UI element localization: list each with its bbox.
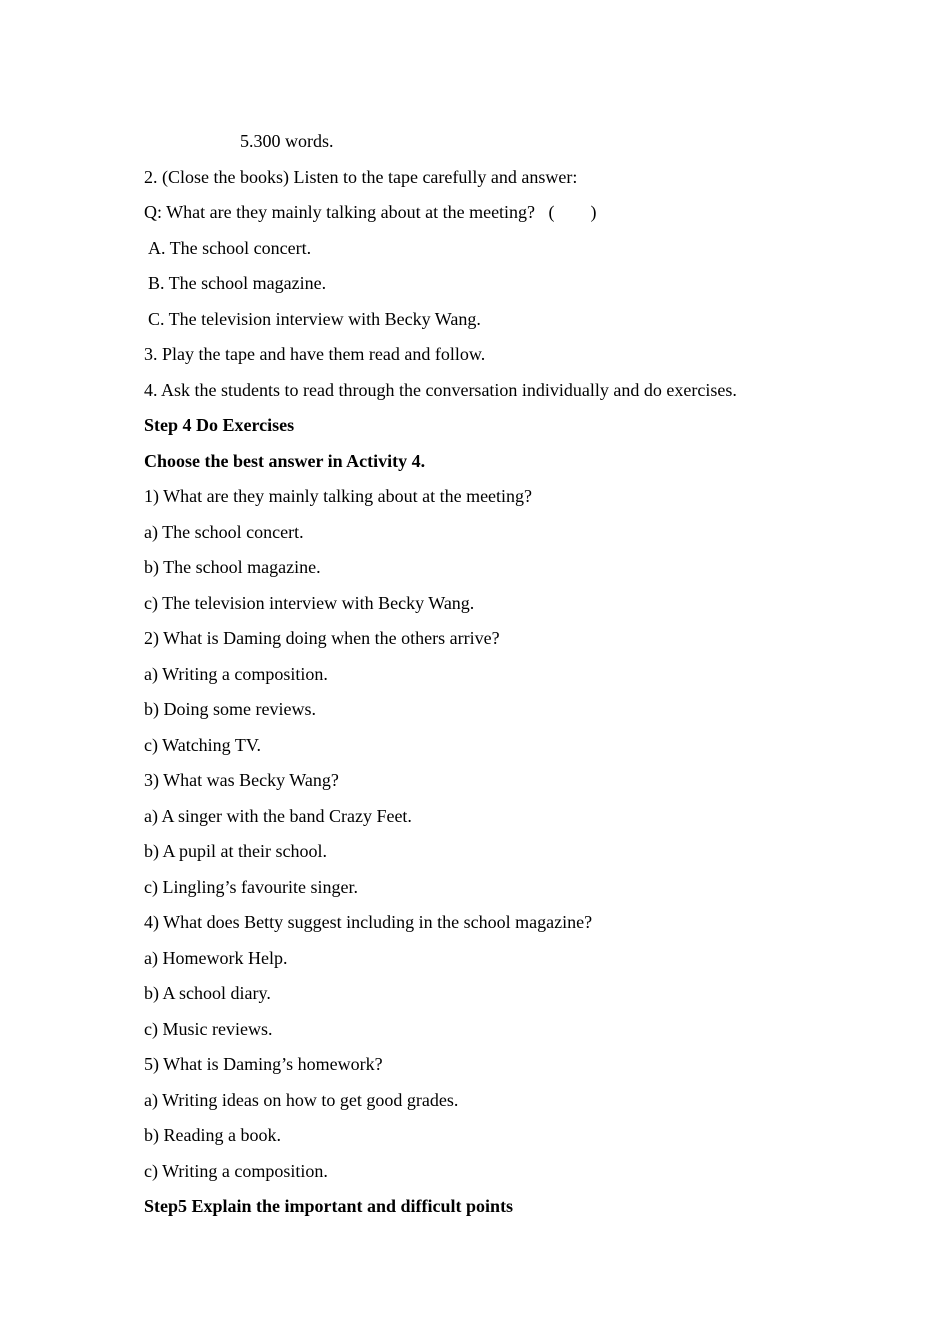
option-line: C. The television interview with Becky Wang. — [148, 308, 481, 329]
option-line: c) Watching TV. — [144, 734, 262, 755]
question-line: 2) What is Daming doing when the others arrive? — [144, 628, 500, 648]
option-line: b) Doing some reviews. — [144, 699, 316, 719]
option-line: a) Writing ideas on how to get good grades. — [144, 1089, 459, 1110]
option-line: b) A school diary. — [144, 983, 271, 1003]
question-line: Q: What are they mainly talking about at the meeting? ( ) — [144, 202, 597, 222]
option-line: c) The television interview with Becky Wang. — [144, 592, 475, 613]
list-continuation-line: 5.300 words. — [240, 131, 334, 151]
exercise-heading: Choose the best answer in Activity 4. — [144, 450, 426, 471]
question-line: 5) What is Daming’s homework? — [144, 1054, 383, 1074]
option-line: B. The school magazine. — [148, 273, 327, 293]
option-line: b) The school magazine. — [144, 557, 321, 577]
instruction-line: 2. (Close the books) Listen to the tape carefully and answer: — [144, 166, 578, 187]
option-line: a) The school concert. — [144, 521, 304, 542]
option-line: c) Music reviews. — [144, 1018, 273, 1039]
section-heading: Step 4 Do Exercises — [144, 415, 295, 435]
option-line: A. The school concert. — [148, 237, 312, 258]
instruction-line: 3. Play the tape and have them read and follow. — [144, 344, 486, 364]
option-line: a) A singer with the band Crazy Feet. — [144, 805, 412, 826]
option-line: b) A pupil at their school. — [144, 841, 327, 861]
question-line: 3) What was Becky Wang? — [144, 770, 339, 790]
option-line: c) Lingling’s favourite singer. — [144, 876, 358, 897]
option-line: c) Writing a composition. — [144, 1160, 328, 1181]
option-line: a) Writing a composition. — [144, 663, 328, 684]
document-body — [144, 124, 844, 1225]
option-line: a) Homework Help. — [144, 947, 288, 968]
option-line: b) Reading a book. — [144, 1125, 281, 1145]
question-line: 4) What does Betty suggest including in the school magazine? — [144, 912, 593, 932]
question-line: 1) What are they mainly talking about at the meeting? — [144, 486, 533, 506]
instruction-line: 4. Ask the students to read through the conversation individually and do exercises. — [144, 379, 737, 400]
section-heading: Step5 Explain the important and difficult points — [144, 1196, 514, 1216]
